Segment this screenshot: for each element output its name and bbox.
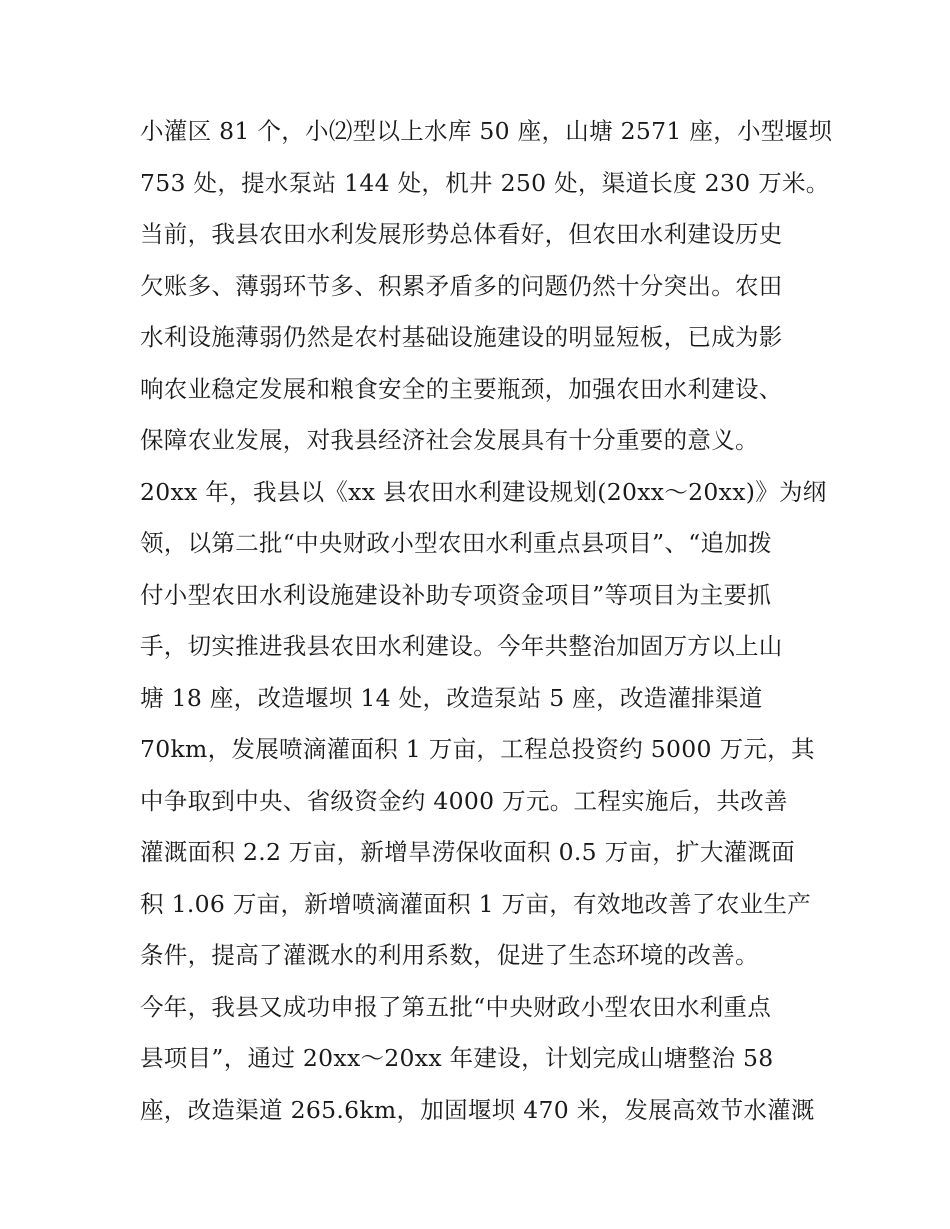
text-line: 塘 18 座，改造堰坝 14 处，改造泵站 5 座，改造灌排渠道 (140, 683, 763, 712)
text-line: 灌溉面积 2.2 万亩，新增旱涝保收面积 0.5 万亩，扩大灌溉面 (140, 838, 796, 866)
text-line: 水利设施薄弱仍然是农村基础设施建设的明显短板，已成为影 (140, 323, 783, 351)
text-line: 县项目”，通过 20xx～20xx 年建设，计划完成山塘整治 58 (140, 1044, 774, 1072)
text-line: 中争取到中央、省级资金约 4000 万元。工程实施后，共改善 (140, 786, 788, 815)
text-line: 响农业稳定发展和粮食安全的主要瓶颈，加强农田水利建设、 (140, 374, 783, 403)
text-line: 欠账多、薄弱环节多、积累矛盾多的问题仍然十分突出。农田 (140, 271, 783, 300)
text-line: 20xx 年，我县以《xx 县农田水利建设规划(20xx～20xx)》为纲 (140, 477, 827, 506)
text-line: 753 处，提水泵站 144 处，机井 250 处，渠道长度 230 万米。 (140, 168, 830, 197)
text-line: 当前，我县农田水利发展形势总体看好，但农田水利建设历史 (140, 220, 783, 248)
body-text (140, 106, 833, 1136)
text-line: 70km，发展喷滴灌面积 1 万亩，工程总投资约 5000 万元，其 (140, 735, 815, 763)
text-line: 今年，我县又成功申报了第五批“中央财政小型农田水利重点 (140, 992, 772, 1021)
text-line: 领，以第二批“中央财政小型农田水利重点县项目”、“追加拨 (140, 529, 772, 557)
text-line: 付小型农田水利设施建设补助专项资金项目”等项目为主要抓 (140, 580, 772, 609)
text-line: 保障农业发展，对我县经济社会发展具有十分重要的意义。 (140, 426, 759, 454)
text-line: 小灌区 81 个，小⑵型以上水库 50 座，山塘 2571 座，小型堰坝 (140, 117, 833, 145)
text-line: 积 1.06 万亩，新增喷滴灌面积 1 万亩，有效地改善了农业生产 (140, 889, 812, 918)
text-line: 座，改造渠道 265.6km，加固堰坝 470 米，发展高效节水灌溉 (140, 1095, 815, 1124)
text-line: 手，切实推进我县农田水利建设。今年共整治加固万方以上山 (140, 632, 783, 660)
text-line: 条件，提高了灌溉水的利用系数，促进了生态环境的改善。 (140, 941, 759, 969)
